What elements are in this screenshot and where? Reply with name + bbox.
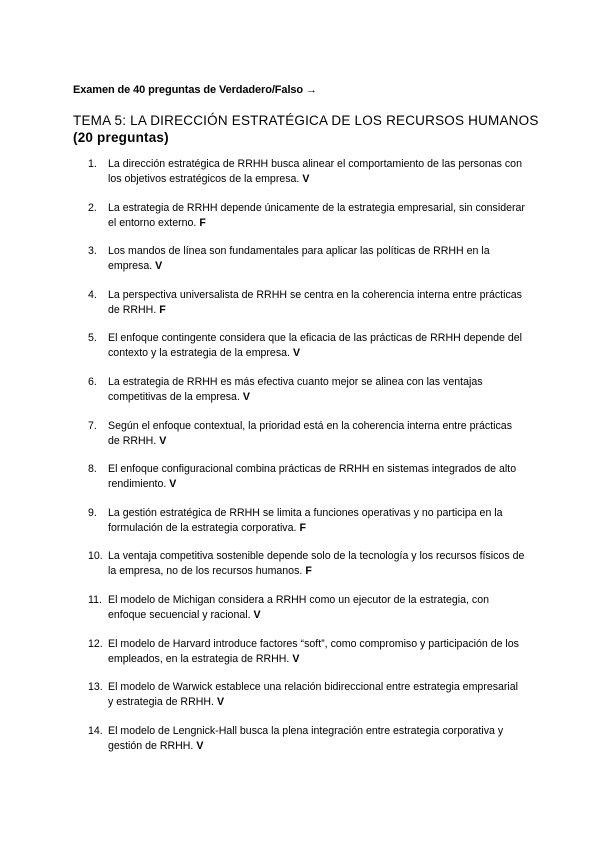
question-text: La estrategia de RRHH es más efectiva cuanto mejor se alinea con las ventajas competitivas de la empresa. [108,375,483,403]
question-text: El enfoque contingente considera que la eficacia de las prácticas de RRHH depende del contexto y la estrategia de la empresa. [108,332,523,360]
question-number: 14. [88,724,103,737]
question-text-block [108,462,526,492]
question-text-block [108,637,526,667]
question-answer: V [292,347,301,360]
question-text-block [108,419,526,449]
question-item [0,462,600,506]
question-answer: F [305,565,312,578]
question-number: 7. [88,419,97,432]
question-answer: V [196,739,204,752]
section-title-line: TEMA 5: LA DIRECCIÓN ESTRATÉGICA DE LOS RECURSOS HUMANOS [73,113,539,128]
question-item [0,244,600,288]
question-number: 9. [88,506,97,519]
question-text-block [108,244,526,274]
question-answer: V [169,478,177,491]
question-text-block [108,506,526,536]
question-text: La gestión estratégica de RRHH se limita a funciones operativas y no participa en la formulación de la estrategia corporativa. [108,506,503,534]
question-text-block [108,157,526,187]
question-item [0,506,600,550]
exam-subtitle: Examen de 40 preguntas de Verdadero/Falso → [73,84,317,96]
question-text: La dirección estratégica de RRHH busca alinear el comportamiento de las personas con los objetivos estratégicos de la empresa. [108,158,522,185]
question-number: 5. [88,332,97,345]
question-number: 6. [88,375,97,388]
question-text-block [108,680,526,710]
question-text-block [108,331,526,361]
question-item [0,593,600,637]
question-answer: V [242,390,250,403]
question-answer: V [292,652,300,665]
question-item [0,375,600,419]
question-number: 11. [88,593,102,606]
question-number: 8. [88,463,97,476]
question-number: 1. [88,158,97,170]
question-text: La perspectiva universalista de RRHH se centra en la coherencia interna entre prácticas de RRHH. [108,288,522,316]
question-text-block [108,593,526,623]
section-title [73,112,543,146]
question-answer: V [253,608,261,621]
question-answer: V [216,696,225,709]
question-text-block [108,375,526,405]
question-number: 2. [88,201,97,214]
question-number: 3. [88,245,97,258]
question-number: 12. [88,637,103,650]
question-text: La ventaja competitiva sostenible depende solo de la tecnología y los recursos físicos de la empresa, no de los recursos humanos. [108,550,525,578]
question-text: El modelo de Michigan considera a RRHH como un ejecutor de la estrategia, con enfoque secuencial y racional. [108,593,489,621]
question-text: El enfoque configuracional combina prácticas de RRHH en sistemas integrados de alto rendimiento. [108,463,517,491]
question-text: La estrategia de RRHH depende únicamente de la estrategia empresarial, sin considerar el entorno externo. [108,201,525,229]
question-answer: F [299,521,306,534]
question-answer: F [199,216,206,229]
question-item [0,549,600,593]
question-item [0,201,600,245]
question-answer: V [159,434,167,447]
question-text-block [108,549,526,579]
question-number: 10. [88,550,103,563]
question-text-block [108,288,526,318]
question-answer: V [302,173,310,185]
question-text-block [108,724,526,754]
question-answer: F [159,303,166,316]
question-text-block [108,201,526,231]
question-text: El modelo de Warwick establece una relación bidireccional entre estrategia empresarial y estrategia de RRHH. [108,681,519,709]
question-item [0,157,600,201]
section-question-count: (20 preguntas) [73,130,169,145]
question-answer: V [155,260,163,273]
question-item [0,288,600,332]
question-text: El modelo de Harvard introduce factores “soft”, como compromiso y participación de los empleados, en la estrategia de RRHH. [108,637,519,665]
question-number: 4. [88,288,97,301]
question-number: 13. [88,681,103,694]
question-item [0,637,600,681]
question-item [0,680,600,724]
question-text: El modelo de Lengnick-Hall busca la plena integración entre estrategia corporativa y gestión de RRHH. [108,724,504,752]
question-item [0,419,600,463]
question-text: Los mandos de línea son fundamentales para aplicar las políticas de RRHH en la empresa. [108,245,490,273]
question-item [0,724,600,768]
question-item [0,331,600,375]
question-list [0,157,600,767]
question-text: Según el enfoque contextual, la prioridad está en la coherencia interna entre prácticas de RRHH. [108,419,513,447]
